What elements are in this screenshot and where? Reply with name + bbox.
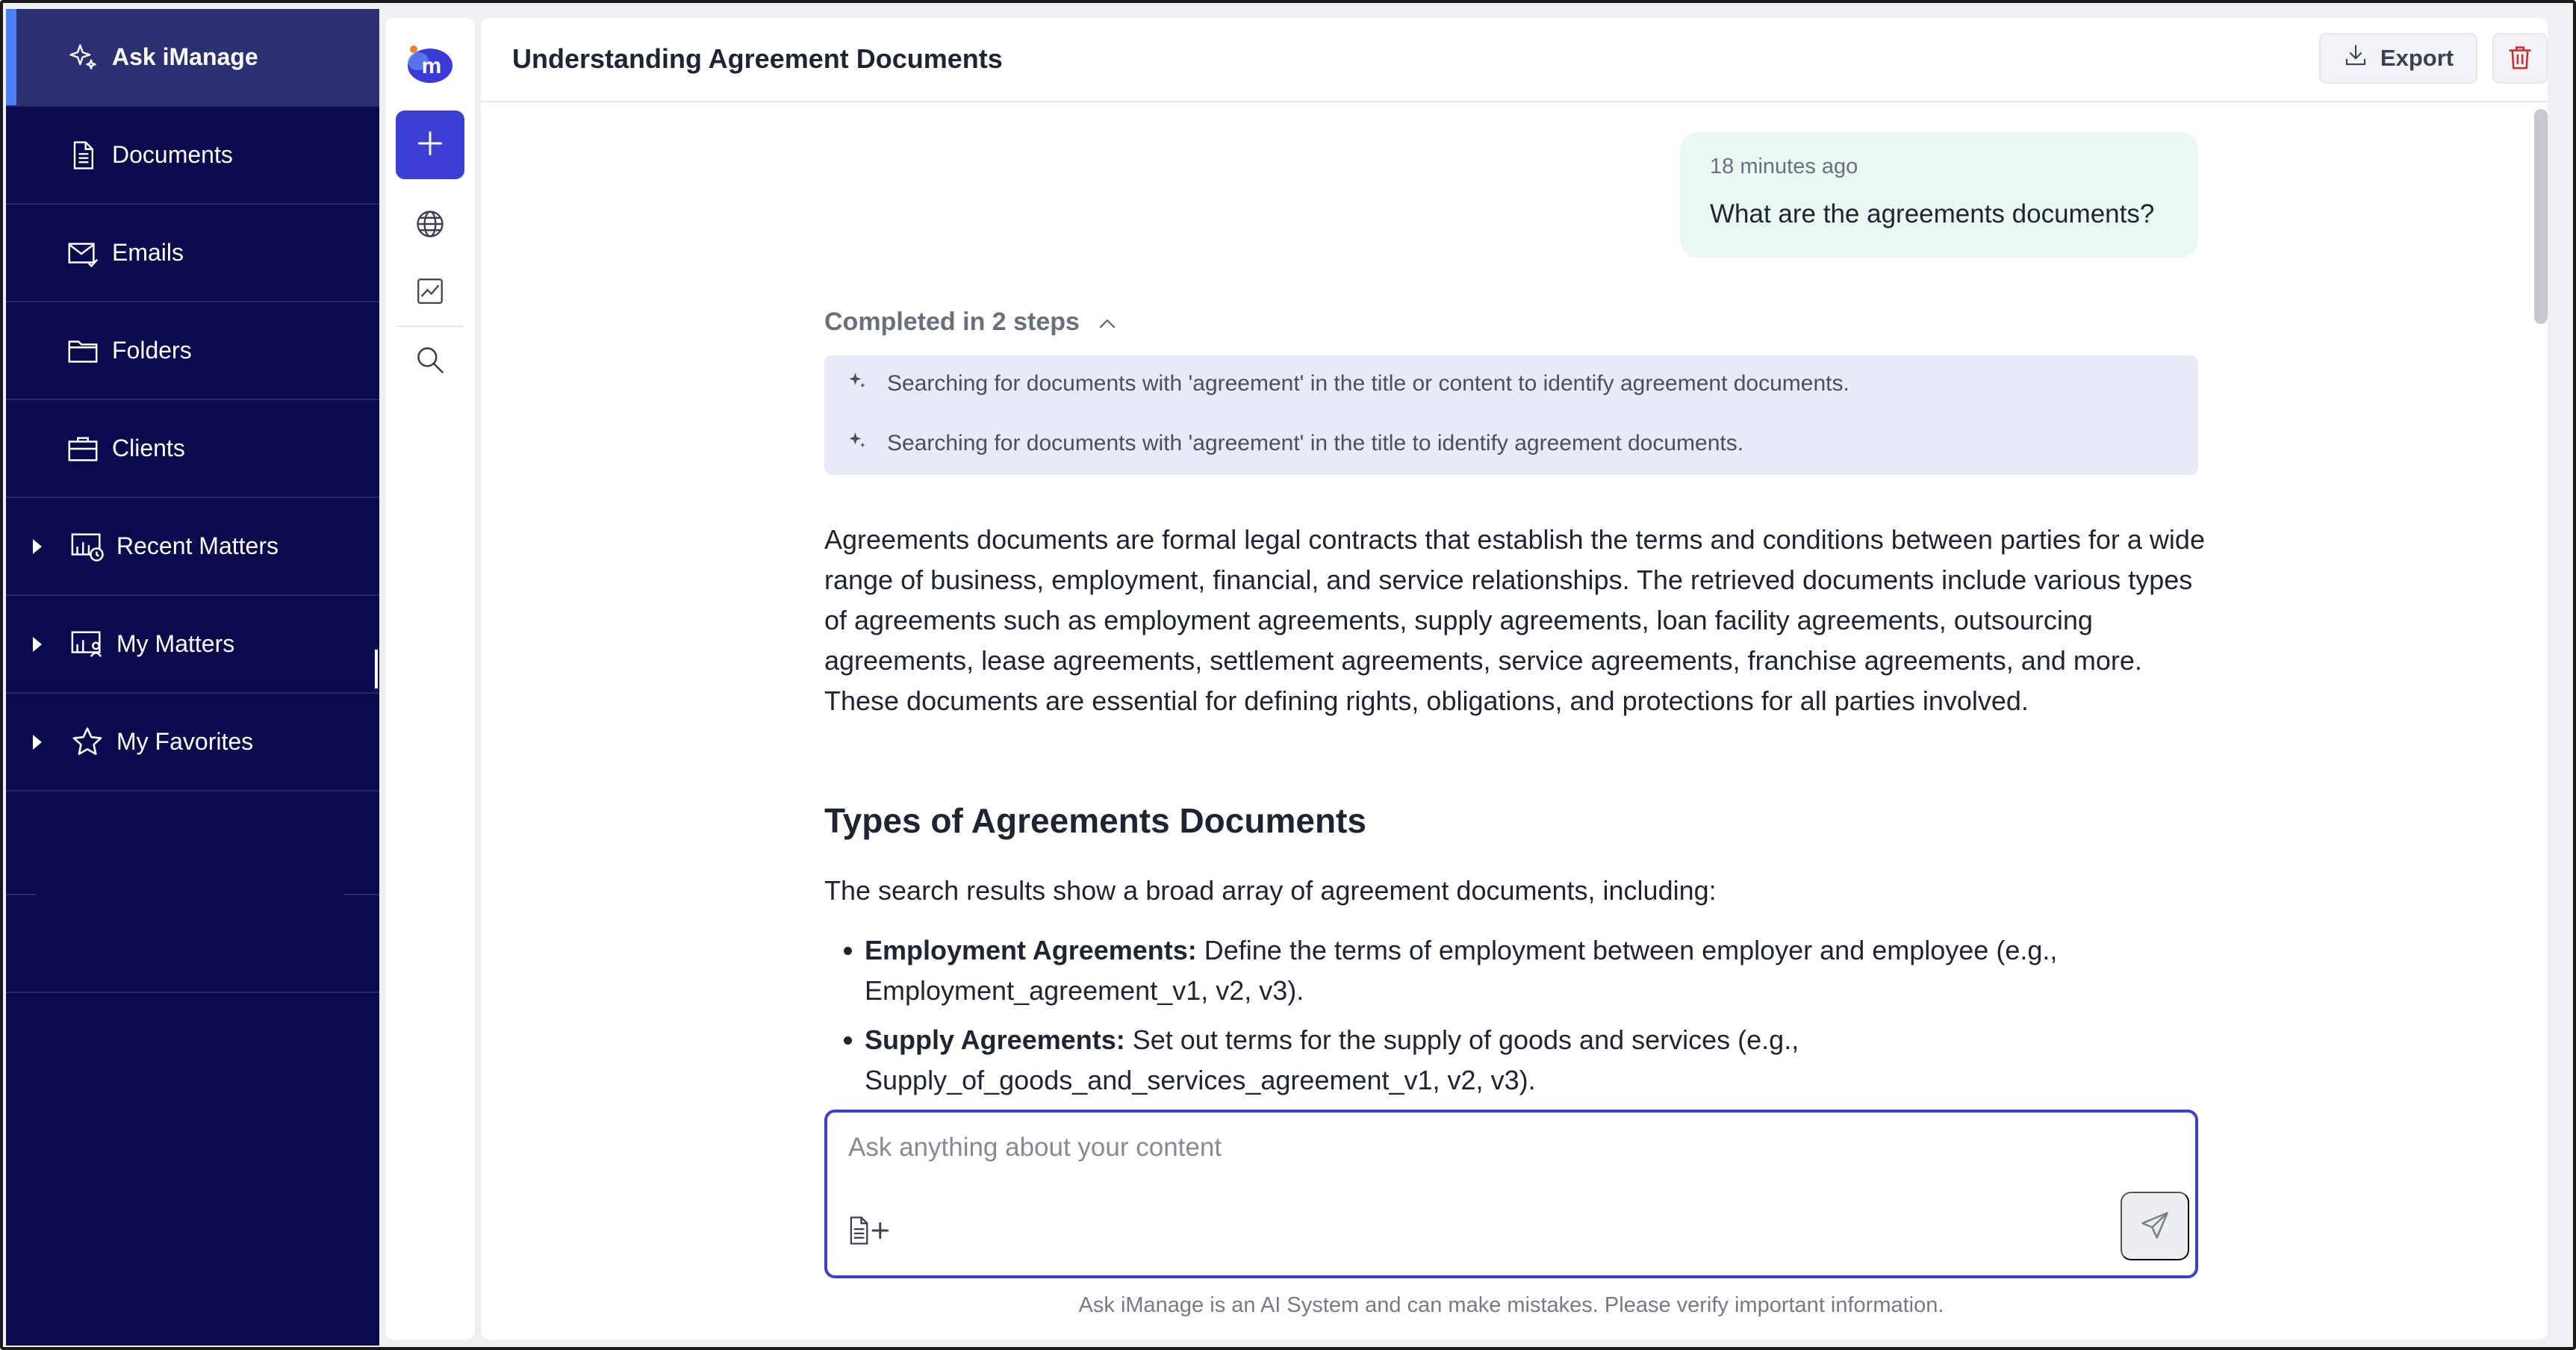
answer-paragraph: Agreements documents are formal legal contracts that establish the terms and conditions between parties for a wide range of business, employment, financial, and service relationships. The retrieved documents include various types of agreements such as employment agreements, supply agreements, loan facility agreements, outsourcing agreements, lease agreements, settlement agreements, service agreements, franchise agreements, and more. These documents are essential for defining rights, obligations, and protections for all parties involved.: [824, 524, 2205, 716]
export-button[interactable]: [2319, 33, 2477, 84]
briefcase-icon: [64, 430, 102, 467]
sidebar-item-emails[interactable]: [6, 205, 379, 302]
sidebar-item-my-favorites[interactable]: [6, 694, 379, 791]
search-icon: [414, 343, 447, 380]
new-chat-button[interactable]: [396, 111, 464, 179]
sidebar-item-label: My Favorites: [116, 728, 254, 755]
answer-intro: The search results show a broad array of agreement documents, including:: [824, 875, 1717, 906]
list-item-text: Set out terms for the supply of goods and services (e.g., Supply_of_goods_and_services_agreement_v1, v2, v3).: [865, 1024, 1799, 1095]
logo-letter: m: [421, 54, 442, 78]
sidebar-item-label: Folders: [112, 337, 192, 364]
globe-icon: [414, 208, 447, 244]
sidebar-item-ask-imanage[interactable]: [6, 9, 379, 107]
delete-chat-button[interactable]: [2492, 33, 2548, 84]
sidebar-item-documents[interactable]: [6, 107, 379, 205]
star-icon: [69, 724, 106, 761]
imanage-logo: [403, 40, 455, 85]
page-title: Understanding Agreement Documents: [512, 43, 1003, 74]
list-item-term: Employment Agreements:: [865, 935, 1197, 965]
list-item: [824, 1020, 2206, 1101]
expand-caret-icon[interactable]: [33, 637, 42, 652]
chevron-up-icon: [1098, 308, 1117, 337]
insights-button[interactable]: [408, 270, 452, 315]
trash-icon: [2506, 43, 2534, 75]
recent-matters-icon: [69, 528, 106, 565]
divider: [6, 894, 36, 895]
divider: [6, 992, 379, 993]
sparkle-icon: [64, 39, 102, 76]
sidebar-item-label: Ask iManage: [112, 43, 258, 70]
folder-icon: [64, 332, 102, 370]
attach-document-button[interactable]: [848, 1213, 902, 1251]
message-timestamp: 18 minutes ago: [1710, 155, 1858, 178]
list-item-text: Define the terms of employment between employer and employee (e.g., Employment_agreement_v1, v2, v3).: [865, 935, 2058, 1006]
sidebar-item-label: Clients: [112, 435, 185, 461]
divider: [397, 326, 463, 327]
answer-list: [824, 930, 2206, 1110]
step-text: Searching for documents with 'agreement' in the title or content to identify agreement documents.: [887, 371, 1849, 396]
chat-composer: [824, 1110, 2198, 1278]
email-icon: [64, 234, 102, 272]
sparkle-icon: [845, 369, 869, 399]
expand-caret-icon[interactable]: [33, 735, 42, 750]
export-label: Export: [2380, 45, 2454, 71]
sidebar: [6, 9, 379, 1346]
chat-panel: [481, 18, 2548, 1340]
step-text: Searching for documents with 'agreement' in the title to identify agreement documents.: [887, 431, 1744, 455]
icon-rail: [385, 18, 475, 1340]
chat-input[interactable]: [848, 1129, 2162, 1166]
send-icon: [2138, 1209, 2171, 1244]
list-item-term: Supply Agreements:: [865, 1024, 1125, 1055]
expand-caret-icon[interactable]: [33, 539, 42, 554]
send-button[interactable]: [2121, 1192, 2189, 1260]
sidebar-item-folders[interactable]: [6, 302, 379, 400]
user-message: [1680, 132, 2198, 258]
step-item: [845, 369, 1849, 399]
sparkle-icon: [845, 429, 869, 458]
document-icon: [64, 137, 102, 174]
chart-icon: [414, 276, 446, 311]
sidebar-item-label: Emails: [112, 239, 184, 266]
search-button[interactable]: [408, 339, 452, 384]
step-item: [845, 429, 1743, 458]
sidebar-resize-handle[interactable]: [375, 650, 378, 688]
sidebar-item-my-matters[interactable]: [6, 596, 379, 694]
ai-disclaimer: Ask iManage is an AI System and can make mistakes. Please verify important information.: [1078, 1293, 1944, 1317]
sidebar-item-recent-matters[interactable]: [6, 498, 379, 596]
sidebar-item-clients[interactable]: [6, 400, 379, 498]
message-text: What are the agreements documents?: [1710, 199, 2155, 228]
steps-summary: Completed in 2 steps: [824, 308, 1080, 336]
my-matters-icon: [69, 626, 106, 663]
web-search-button[interactable]: [408, 203, 452, 248]
plus-icon: [414, 127, 447, 164]
sidebar-item-label: Recent Matters: [116, 532, 279, 559]
chat-header: [481, 18, 2548, 102]
answer-heading: Types of Agreements Documents: [824, 801, 1366, 840]
divider: [343, 894, 379, 895]
sidebar-item-label: My Matters: [116, 630, 235, 657]
list-item: [824, 930, 2206, 1011]
sidebar-item-label: Documents: [112, 141, 233, 168]
steps-list: [824, 355, 2198, 475]
steps-toggle[interactable]: [824, 308, 1117, 337]
document-add-icon: [848, 1214, 900, 1251]
download-icon: [2343, 43, 2368, 74]
scrollbar-thumb[interactable]: [2534, 109, 2548, 324]
